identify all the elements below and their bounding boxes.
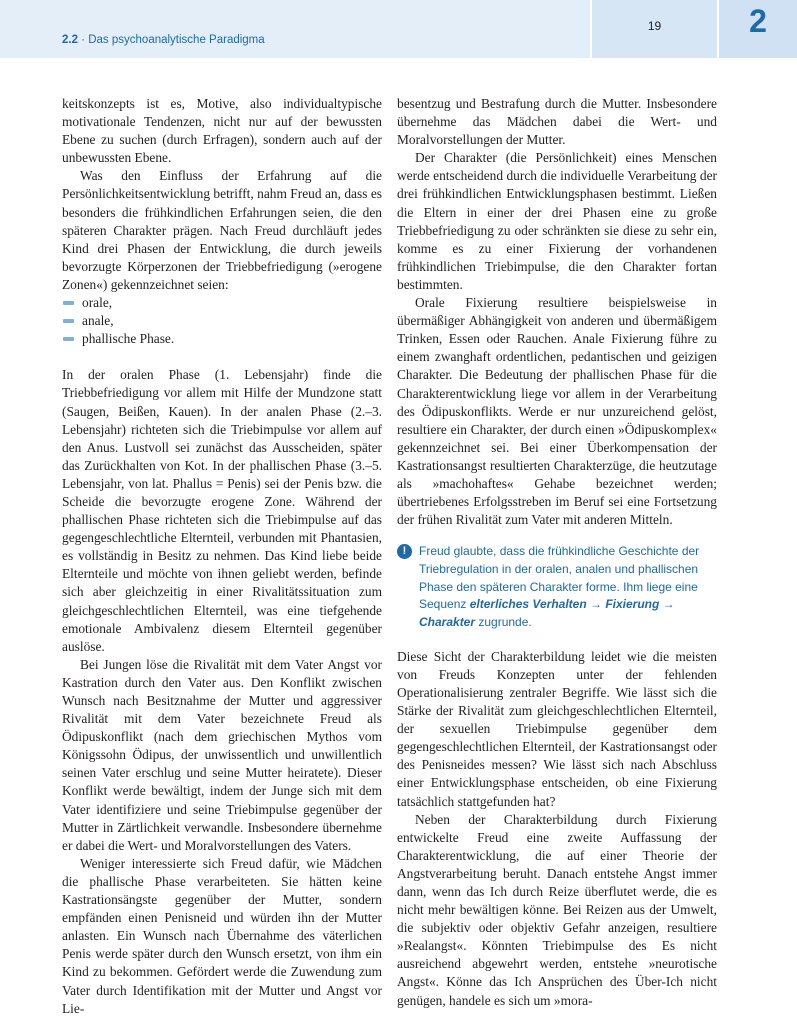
list-item [62,330,382,348]
paragraph: Bei Jungen löse die Rivalität mit dem Vater Angst vor Kastration durch den Vater aus. Den Konflikt zwischen Wunsch nach Besitznahme der Mutter und aggressiver Rivalität mit dem Vater bezeichnete Freud als Ödipuskonflikt (nach dem griechischen Mythos vom Königssohn Ödipus, der unwissentlich und unwillentlich seinen Vater erschlug und seine Mutter heiratete). Dieser Konflikt werde bewältigt, indem der Junge sich mit dem Vater identifiziere und seine Triebimpulse gegenüber der Mutter in Zärtlichkeit verwandle. Insbesondere übernehme er dabei die Wert- und Moralvorstellungen des Vaters. [62,656,382,853]
chapter-number: 2 [749,3,767,39]
paragraph: Diese Sicht der Charakterbildung leidet wie die meisten von Freuds Konzepten unter der fehlenden Operationalisierung zentraler Begriffe. Wie lässt sich die Stärke der Rivalität zum gleichgeschlechtlichen Elternteil, der sexuellen Triebimpulse gegenüber dem gegengeschlechtlichen Elternteil, der Kastrationsangst oder des Penisneides messen? Wie lässt sich nach Abschluss einer Entwicklungsphase entscheiden, ob eine Fixierung tatsächlich stattgefunden hat? [397,648,717,809]
section-separator: · [78,34,89,46]
header-band-left [0,0,590,58]
page-number: 19 [647,19,662,33]
bullet-marker [63,319,74,323]
list-item-label: anale, [82,313,114,329]
note-sequence: elterliches Verhalten → Fixierung → Charakter [419,597,675,630]
bullet-marker [63,301,74,305]
paragraph: Weniger interessierte sich Freud dafür, wie Mädchen die phallische Phase verarbeiteten. Sie hätten keine Kastrationsängste gegenüber der Mutter, sondern empfänden einen Penisneid und würden ihn der Mutter anlasten. Ein Wunsch nach Übernahme des väterlichen Penis werde später durch den Wunsch ersetzt, von ihm ein Kind zu bekommen. Gefördert werde die Zuwendung zum Vater durch Identifikation mit der Mutter und Angst vor Lie- [62,855,382,1016]
left-column [62,95,382,1018]
list-item-label: orale, [82,295,113,311]
bullet-marker [63,337,74,341]
list-item [62,294,382,312]
paragraph: Was den Einfluss der Erfahrung auf die Persönlichkeitsentwicklung betrifft, nahm Freud an, dass es besonders die frühkindlichen Erfahrungen seien, die den späteren Charakter prägen. Nach Freud durchläuft jedes Kind drei Phasen der Entwicklung, die durch jeweils bevorzugte Körperzonen der Triebbefriedigung (»erogene Zonen«) gekennzeichnet seien: [62,168,382,292]
section-heading [62,34,265,46]
note-suffix: zugrunde. [475,615,532,630]
paragraph: Orale Fixierung resultiere beispielsweise in übermäßiger Abhängigkeit von anderen und übermäßigem Trinken, Essen oder Rauchen. Anale Fixierung führe zu einem zwanghaft ordentlichen, pedantischen und geizigen Charakter. Die Bedeutung der phallischen Phase für die Charakterentwicklung liege vor allem in der Verarbeitung des Ödipuskonflikts. Werde er nur unzureichend gelöst, resultiere ein Charakter, der durch einen »Ödipuskomplex« gekennzeichnet sei. Bei einer Überkompensation der Kastrationsangst resultierten Charakterzüge, die heutzutage als »machohaftes« Gehabe bezeichnet werden; übertriebenes Erfolgsstreben im Beruf sei eine Fortsetzung der frühen Rivalität zum Vater mit anderen Mitteln. [397,295,717,528]
paragraph: Neben der Charakterbildung durch Fixierung entwickelte Freud eine zweite Auffassung der Charakterentwicklung, die auf einer Theorie der Angstverarbeitung beruht. Danach entstehe Angst immer dann, wenn das Ich durch Reize überflutet werde, die es nicht mehr bewältigen könne. Bei Reizen aus der Umwelt, die subjektiv oder objektiv Gefahr anzeigen, resultiere »Realangst«. Könnten Triebimpulse des Es nicht ausreichend abgewehrt werden, entstehe »neurotische Angst«. Könne das Ich Ansprüchen des Über-Ich nicht genügen, handele es sich um »mora- [397,811,717,1008]
list-item-label: phallische Phase. [82,331,175,347]
bullet-list [62,294,382,348]
section-title: Das psychoanalytische Paradigma [88,34,265,46]
paragraph: Der Charakter (die Persönlichkeit) eines Menschen werde entscheidend durch die individuelle Verarbeitung der drei frühkindlichen Entwicklungsphasen bestimmt. Ließen die Eltern in einer der drei Phasen eine zu große Triebbefriedigung zu oder schränkten sie diese zu sehr ein, komme es zu einer Fixierung der vorhandenen frühkindlichen Triebimpulse, die den Charakter fortan bestimmten. [397,150,717,292]
list-item [62,312,382,330]
exclamation-icon: ! [397,544,412,559]
paragraph: keitskonzepts ist es, Motive, also individualtypische motivationale Tendenzen, nicht nur auf der bewussten Ebene zu suchen (durch Erfragen), sondern auch auf der unbewussten Ebene. [62,96,382,166]
key-point-note [397,543,717,632]
paragraph: In der oralen Phase (1. Lebensjahr) finde die Triebbefriedigung vor allem mit Hilfe der Mundzone statt (Saugen, Beißen, Kauen). In der analen Phase (2.–3. Lebensjahr) richteten sich die Triebimpulse vor allem auf den Anus. Lustvoll sei zunächst das Ausscheiden, später das Zurückhalten von Kot. In der phallischen Phase (3.–5. Lebensjahr, von lat. Phallus = Penis) sei der Penis bzw. die Scheide die bevorzugte erogene Zone. Während der phallischen Phase richteten sich die Triebimpulse auf das gegengeschlechtliche Elternteil, verbunden mit Phantasien, es vollständig in Besitz zu nehmen. Das Kind liebe beide Elternteile und möchte von ihnen geliebt werden, befinde sich aber gleichzeitig in einer Rivalitätssituation zum gleichgeschlechtlichen Elternteil, was eine tiefgehende emotionale Ambivalenz diesem Elternteil gegenüber auslöse. [62,367,382,654]
section-number: 2.2 [62,34,78,46]
paragraph: besentzug und Bestrafung durch die Mutter. Insbesondere übernehme das Mädchen dabei die Wert- und Moralvorstellungen der Mutter. [397,96,717,148]
right-column [397,95,717,1010]
note-text: Freud glaubte, dass die frühkindliche Geschichte der Triebregulation in der oralen, analen und phallischen Phase den späteren Charakter forme. Ihm liege eine Sequenz [419,544,700,612]
